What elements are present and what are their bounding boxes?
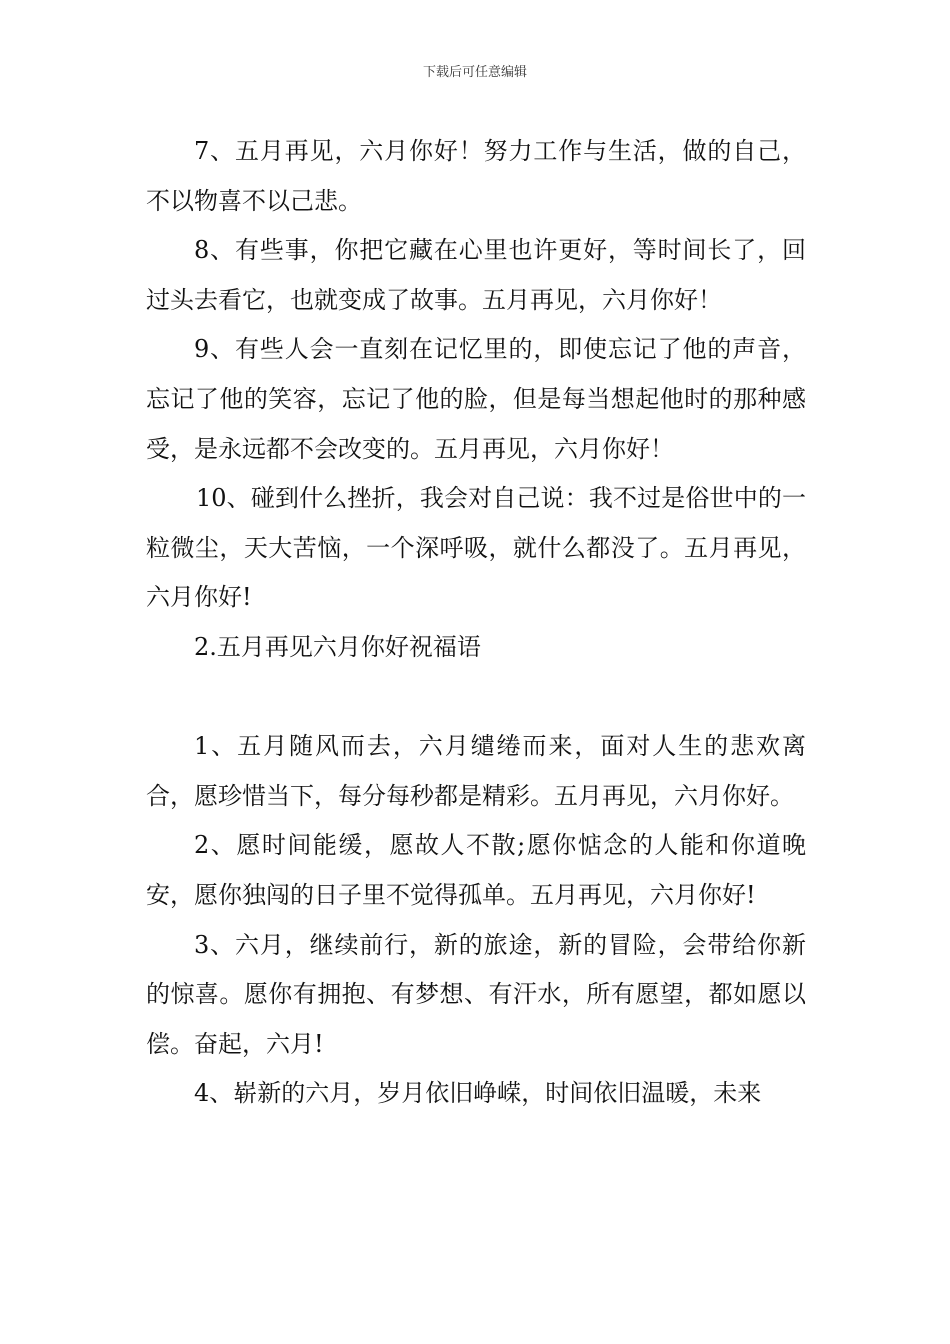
- blessing-1: 1、五月随风而去，六月缱绻而来，面对人生的悲欢离合，愿珍惜当下，每分每秒都是精彩。五月再见，六月你好。: [146, 732, 806, 810]
- blessing-3: 3、六月，继续前行，新的旅途，新的冒险，会带给你新的惊喜。愿你有拥抱、有梦想、有汗水，所有愿望，都如愿以偿。奋起，六月!: [146, 930, 806, 1058]
- blank-line: [146, 673, 806, 723]
- paragraph-10: 10、碰到什么挫折，我会对自己说：我不过是俗世中的一粒微尘，天大苦恼，一个深呼吸，就什么都没了。五月再见，六月你好!: [146, 484, 806, 612]
- paragraph-9: 9、有些人会一直刻在记忆里的，即使忘记了他的声音，忘记了他的笑容，忘记了他的脸，但是每当想起他时的那种感受，是永远都不会改变的。五月再见，六月你好！: [146, 335, 806, 463]
- paragraph-7: 7、五月再见，六月你好！努力工作与生活，做的自己，不以物喜不以己悲。: [146, 137, 806, 215]
- blessing-4: 4、崭新的六月，岁月依旧峥嵘，时间依旧温暖，未来: [194, 1079, 762, 1108]
- document-body: [146, 127, 806, 1119]
- blessing-2: 2、愿时间能缓，愿故人不散;愿你惦念的人能和你道晚安，愿你独闯的日子里不觉得孤单。五月再见，六月你好!: [146, 831, 806, 909]
- paragraph-8: 8、有些事，你把它藏在心里也许更好，等时间长了，回过头去看它，也就变成了故事。五月再见，六月你好！: [146, 236, 806, 314]
- page-header: 下载后可任意编辑: [422, 65, 527, 80]
- section-heading: 2.五月再见六月你好祝福语: [194, 632, 481, 661]
